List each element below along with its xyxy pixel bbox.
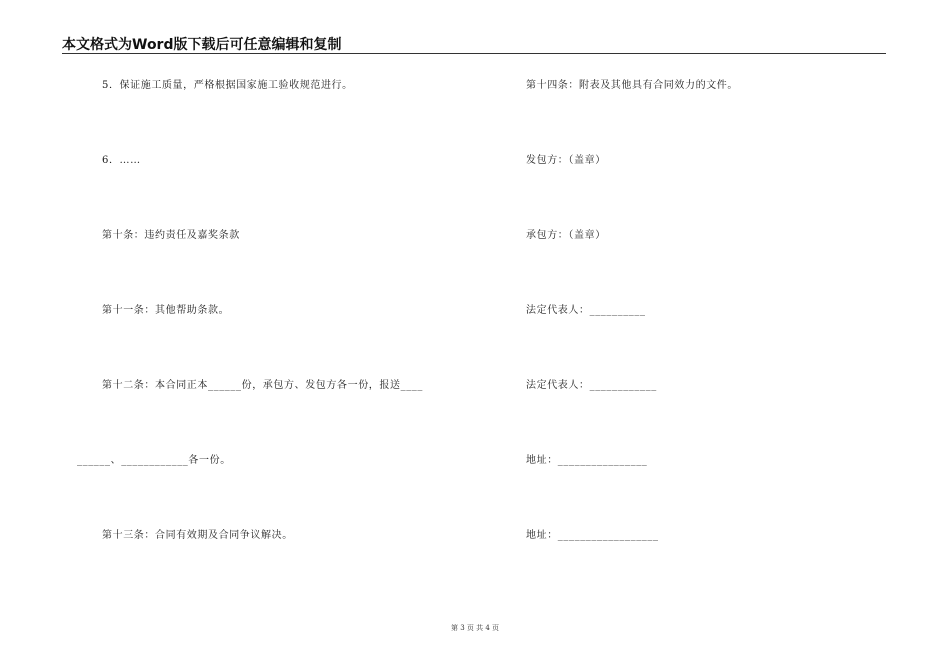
article-14: 第十四条：附表及其他具有合同效力的文件。	[526, 80, 738, 91]
address-1: 地址：________________	[526, 455, 648, 466]
document-header-title: 本文格式为Word版下载后可任意编辑和复制	[62, 37, 342, 53]
header-divider	[62, 53, 886, 54]
article-10: 第十条：违约责任及嘉奖条款	[102, 230, 240, 241]
contractor-seal: 承包方：（盖章）	[526, 230, 606, 241]
article-12-line-1: 第十二条：本合同正本______份，承包方、发包方各一份，报送____	[102, 380, 423, 391]
employer-seal: 发包方：（盖章）	[526, 155, 606, 166]
legal-representative-1: 法定代表人：__________	[526, 305, 646, 316]
legal-representative-2: 法定代表人：____________	[526, 380, 657, 391]
article-13: 第十三条：合同有效期及合同争议解决。	[102, 530, 293, 541]
clause-item-5: 5．保证施工质量，严格根据国家施工验收规范进行。	[102, 80, 353, 91]
clause-item-6: 6．……	[102, 155, 141, 166]
article-12-line-2: ______、____________各一份。	[77, 455, 231, 466]
page-number-footer: 第 3 页 共 4 页	[450, 624, 500, 632]
article-11: 第十一条：其他帮助条款。	[102, 305, 230, 316]
address-2: 地址：__________________	[526, 530, 659, 541]
